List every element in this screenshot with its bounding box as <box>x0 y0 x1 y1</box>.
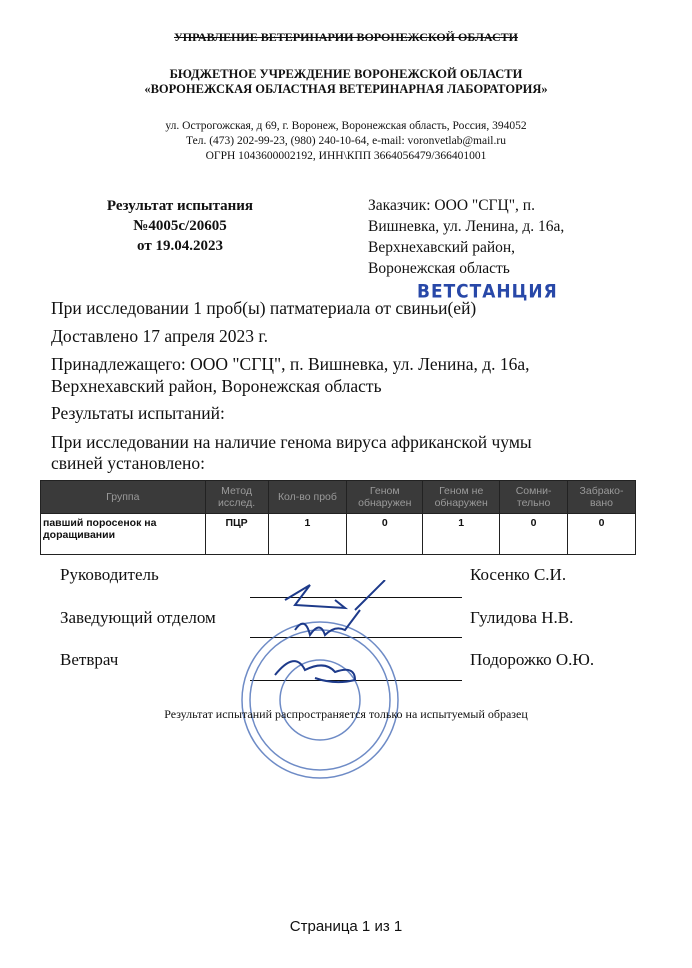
signature-name: Подорожко О.Ю. <box>470 650 595 669</box>
signature-role: Заведующий отделом <box>60 608 216 627</box>
cell-count: 1 <box>268 514 347 555</box>
cell-rejected: 0 <box>568 514 636 555</box>
body-line: Доставлено 17 апреля 2023 г. <box>51 326 268 346</box>
customer-line: Заказчик: ООО "СГЦ", п. <box>368 197 535 214</box>
table-header-row <box>41 481 636 514</box>
vetstation-stamp: ВЕТСТАНЦИЯ <box>417 281 558 303</box>
signature-name: Гулидова Н.В. <box>470 608 574 627</box>
table-row <box>41 514 636 555</box>
body-line: Верхнехавский район, Воронежская область <box>51 376 382 396</box>
cell-not-detected: 1 <box>423 514 500 555</box>
seal-and-signatures <box>235 580 465 780</box>
customer-line: Вишневка, ул. Ленина, д. 16а, <box>368 218 565 235</box>
signature-role: Ветврач <box>60 650 119 669</box>
results-table <box>40 480 636 555</box>
customer-block <box>368 195 628 279</box>
signature-role: Руководитель <box>60 565 159 584</box>
org-ids: ОГРН 1043600002192, ИНН\КПП 3664056479/366401001 <box>205 150 487 162</box>
ministry-header: УПРАВЛЕНИЕ ВЕТЕРИНАРИИ ВОРОНЕЖСКОЙ ОБЛАСТИ <box>174 30 518 44</box>
body-line: При исследовании 1 проб(ы) патматериала от свиньи(ей) <box>51 298 477 318</box>
cell-detected: 0 <box>347 514 423 555</box>
result-number: №4005с/20605 <box>133 218 227 234</box>
customer-line: Воронежская область <box>368 260 510 277</box>
col-header: Геном обнаружен <box>347 481 423 514</box>
footer-note: Результат испытаний распространяется только на испытуемый образец <box>164 707 528 721</box>
org-address: ул. Острогожская, д 69, г. Воронеж, Воронежская область, Россия, 394052 <box>165 120 527 132</box>
page-number: Страница 1 из 1 <box>289 918 403 935</box>
col-header: Кол-во проб <box>268 481 347 514</box>
cell-group: павший поросенок на доращивании <box>41 514 206 555</box>
signature-name: Косенко С.И. <box>470 565 567 584</box>
col-header: Забрако-вано <box>568 481 636 514</box>
cell-doubtful: 0 <box>500 514 568 555</box>
customer-line: Верхнехавский район, <box>368 239 516 256</box>
handwritten-signatures <box>275 580 385 682</box>
cell-method: ПЦР <box>205 514 268 555</box>
round-seal <box>242 622 398 778</box>
col-header: Сомни-тельно <box>500 481 568 514</box>
body-line: Результаты испытаний: <box>51 403 225 423</box>
org-contacts: Тел. (473) 202-99-23, (980) 240-10-64, e-mail: voronvetlab@mail.ru <box>186 135 506 147</box>
col-header: Метод исслед. <box>205 481 268 514</box>
result-date: от 19.04.2023 <box>137 238 223 254</box>
org-name-line2: «ВОРОНЕЖСКАЯ ОБЛАСТНАЯ ВЕТЕРИНАРНАЯ ЛАБОРАТОРИЯ» <box>144 82 548 96</box>
result-block <box>80 196 280 256</box>
result-title: Результат испытания <box>106 198 254 214</box>
col-header: Группа <box>41 481 206 514</box>
body-line: Принадлежащего: ООО "СГЦ", п. Вишневка, ул. Ленина, д. 16а, <box>51 354 530 374</box>
body-line: свиней установлено: <box>51 453 206 473</box>
org-name-line1: БЮДЖЕТНОЕ УЧРЕЖДЕНИЕ ВОРОНЕЖСКОЙ ОБЛАСТИ <box>169 67 523 81</box>
col-header: Геном не обнаружен <box>423 481 500 514</box>
body-line: При исследовании на наличие генома вируса африканской чумы <box>51 432 532 452</box>
